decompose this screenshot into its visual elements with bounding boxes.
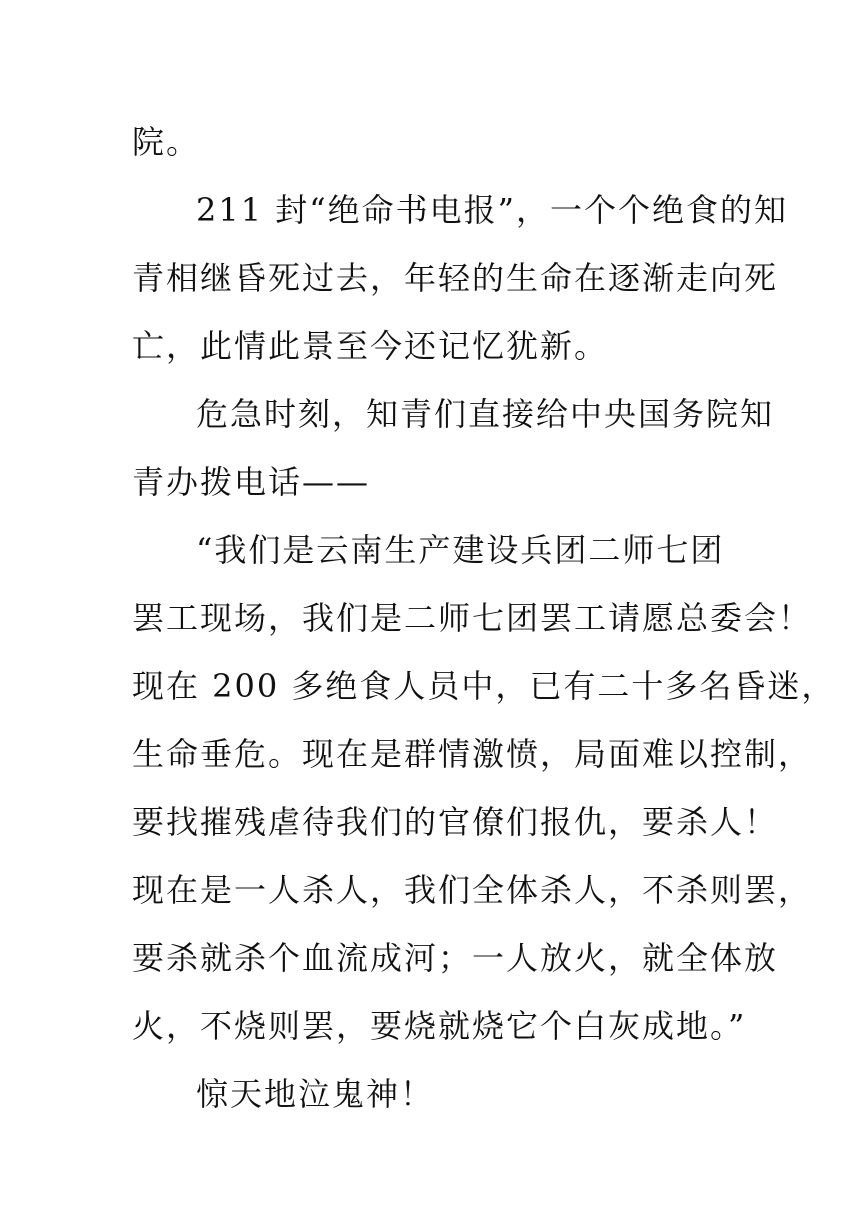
text-line-5: 危急时刻，知青们直接给中央国务院知 [196, 395, 775, 433]
text-line-8: 罢工现场，我们是二师七团罢工请愿总委会！ [132, 599, 813, 637]
text-line-15: 惊天地泣鬼神！ [196, 1075, 435, 1113]
text-line-10: 生命垂危。现在是群情激愤，局面难以控制， [132, 735, 813, 773]
text-line-12: 现在是一人杀人，我们全体杀人，不杀则罢， [132, 871, 813, 909]
text-line-6: 青办拨电话—— [132, 463, 371, 501]
text-line-9: 现在 200 多绝食人员中，已有二十多名昏迷， [132, 667, 836, 705]
text-line-11: 要找摧残虐待我们的官僚们报仇，要杀人！ [132, 803, 779, 841]
text-line-3: 青相继昏死过去，年轻的生命在逐渐走向死 [132, 259, 779, 297]
text-line-14: 火，不烧则罢，要烧就烧它个白灰成地。” [132, 1007, 747, 1045]
text-line-1: 院。 [132, 123, 201, 161]
document-text [132, 108, 836, 1128]
text-line-4: 亡，此情此景至今还记忆犹新。 [132, 327, 609, 365]
text-line-2: 211 封“绝命书电报”，一个个绝食的知 [196, 191, 788, 229]
text-line-13: 要杀就杀个血流成河；一人放火，就全体放 [132, 939, 779, 977]
text-line-7: “我们是云南生产建设兵团二师七团 [196, 531, 725, 569]
